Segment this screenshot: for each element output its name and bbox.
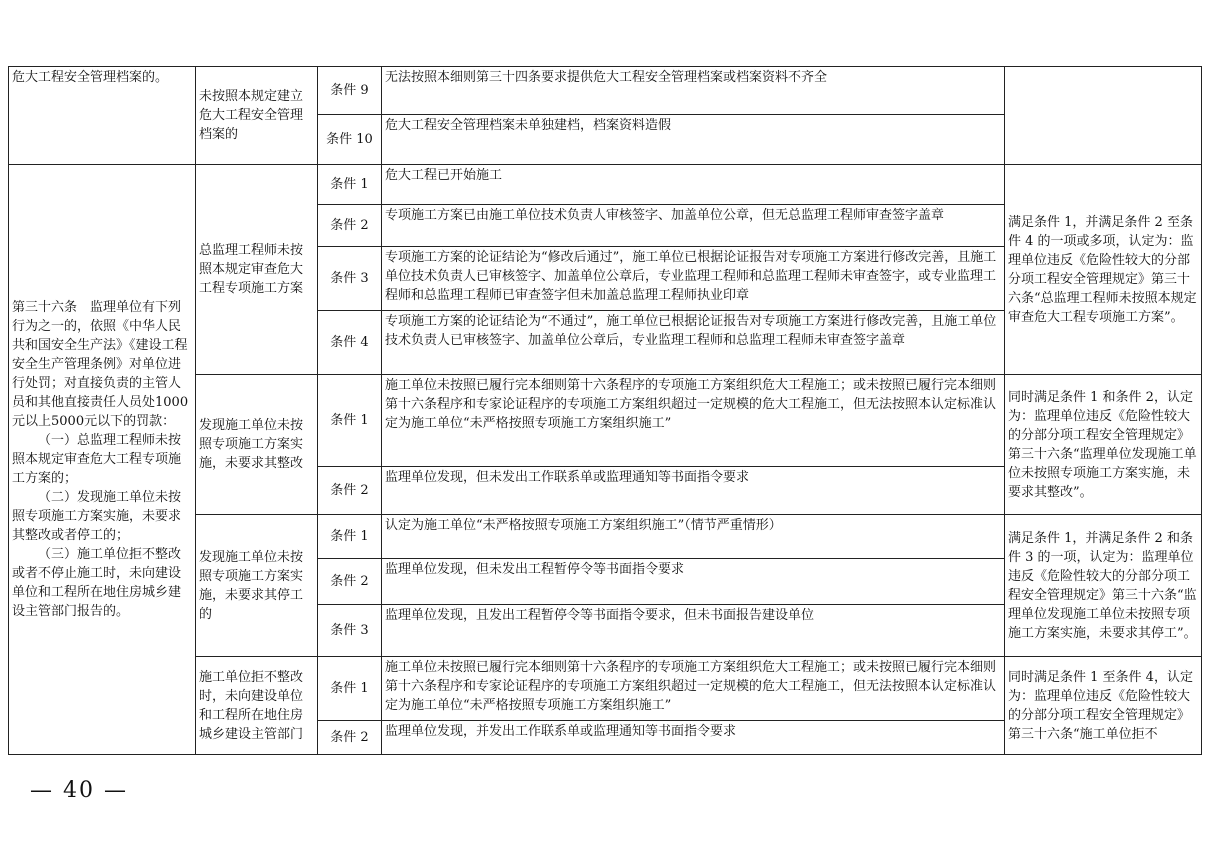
condition-text: 监理单位发现，但未发出工程暂停令等书面指令要求 bbox=[382, 559, 1005, 605]
condition-text: 专项施工方案的论证结论为“修改后通过”，施工单位已根据论证报告对专项施工方案进行修改完善，且施工单位技术负责人已审核签字、加盖单位公章后，专业监理工程师和总监理工程师未审查签字，或专业监理工程师和总监理工程师已审查签字但未加盖总监理工程师执业印章 bbox=[382, 247, 1005, 311]
condition-label: 条件 2 bbox=[318, 559, 382, 605]
condition-text: 专项施工方案已由施工单位技术负责人审核签字、加盖单位公章，但无总监理工程师审查签字盖章 bbox=[382, 205, 1005, 247]
result-cell: 同时满足条件 1 至条件 4，认定为：监理单位违反《危险性较大的分部分项工程安全管理规定》第三十六条“施工单位拒不 bbox=[1005, 657, 1202, 755]
clause-36-item-2: （二）发现施工单位未按照专项施工方案实施，未要求其整改或者停工的； bbox=[12, 490, 182, 543]
result-cell: 同时满足条件 1 和条件 2，认定为：监理单位违反《危险性较大的分部分项工程安全管理规定》第三十六条“监理单位发现施工单位未按照专项施工方案实施，未要求其整改”。 bbox=[1005, 375, 1202, 515]
condition-text: 认定为施工单位“未严格按照专项施工方案组织施工”（情节严重情形） bbox=[382, 515, 1005, 559]
regulation-table bbox=[8, 66, 1202, 755]
clause-text: 危大工程安全管理档案的。 bbox=[12, 70, 169, 85]
condition-text: 专项施工方案的论证结论为“不通过”，施工单位已根据论证报告对专项施工方案进行修改完善，且施工单位技术负责人已审核签字、加盖单位公章后，专业监理工程师和总监理工程师未审查签字盖章 bbox=[382, 311, 1005, 375]
condition-text: 危大工程安全管理档案未单独建档，档案资料造假 bbox=[382, 115, 1005, 165]
condition-label: 条件 2 bbox=[318, 205, 382, 247]
behavior-cell: 发现施工单位未按照专项施工方案实施，未要求其停工的 bbox=[196, 515, 318, 657]
clause-cell-archive bbox=[9, 67, 196, 165]
condition-label: 条件 1 bbox=[318, 657, 382, 721]
condition-label: 条件 2 bbox=[318, 467, 382, 515]
condition-text: 监理单位发现，但未发出工作联系单或监理通知等书面指令要求 bbox=[382, 467, 1005, 515]
behavior-cell: 总监理工程师未按照本规定审查危大工程专项施工方案 bbox=[196, 165, 318, 375]
behavior-cell-archive bbox=[196, 67, 318, 165]
clause-36-item-1: （一）总监理工程师未按照本规定审查危大工程专项施工方案的； bbox=[12, 433, 182, 486]
condition-text: 无法按照本细则第三十四条要求提供危大工程安全管理档案或档案资料不齐全 bbox=[382, 67, 1005, 115]
condition-label: 条件 3 bbox=[318, 605, 382, 657]
condition-label: 条件 10 bbox=[318, 115, 382, 165]
condition-text: 监理单位发现，且发出工程暂停令等书面指令要求，但未书面报告建设单位 bbox=[382, 605, 1005, 657]
condition-text: 施工单位未按照已履行完本细则第十六条程序的专项施工方案组织危大工程施工；或未按照已履行完本细则第十六条程序和专家论证程序的专项施工方案组织超过一定规模的危大工程施工，但无法按照本认定标准认定为施工单位“未严格按照专项施工方案组织施工” bbox=[382, 375, 1005, 467]
condition-text: 监理单位发现，并发出工作联系单或监理通知等书面指令要求 bbox=[382, 721, 1005, 755]
result-cell: 满足条件 1，并满足条件 2 至条件 4 的一项或多项，认定为：监理单位违反《危险性较大的分部分项工程安全管理规定》第三十六条“总监理工程师未按照本规定审查危大工程专项施工方案”。 bbox=[1005, 165, 1202, 375]
behavior-cell: 施工单位拒不整改时，未向建设单位和工程所在地住房城乡建设主管部门 bbox=[196, 657, 318, 755]
condition-text: 施工单位未按照已履行完本细则第十六条程序的专项施工方案组织危大工程施工；或未按照已履行完本细则第十六条程序和专家论证程序的专项施工方案组织超过一定规模的危大工程施工，但无法按照本认定标准认定为施工单位“未严格按照专项施工方案组织施工” bbox=[382, 657, 1005, 721]
condition-label: 条件 2 bbox=[318, 721, 382, 755]
behavior-text: 未按照本规定建立危大工程安全管理档案的 bbox=[199, 89, 304, 142]
clause-36-item-3: （三）施工单位拒不整改或者不停止施工时，未向建设单位和工程所在地住房城乡建设主管部门报告的。 bbox=[12, 547, 182, 619]
condition-label: 条件 4 bbox=[318, 311, 382, 375]
condition-label: 条件 1 bbox=[318, 375, 382, 467]
page-number: — 40 — bbox=[30, 778, 128, 803]
result-cell: 满足条件 1，并满足条件 2 和条件 3 的一项，认定为：监理单位违反《危险性较大的分部分项工程安全管理规定》第三十六条“监理单位发现施工单位未按照专项施工方案实施，未要求其停工”。 bbox=[1005, 515, 1202, 657]
result-cell-archive bbox=[1005, 67, 1202, 165]
condition-label: 条件 9 bbox=[318, 67, 382, 115]
condition-label: 条件 1 bbox=[318, 515, 382, 559]
clause-36-cell bbox=[9, 165, 196, 755]
condition-label: 条件 1 bbox=[318, 165, 382, 205]
behavior-cell: 发现施工单位未按照专项施工方案实施，未要求其整改 bbox=[196, 375, 318, 515]
clause-36-intro: 第三十六条 监理单位有下列行为之一的，依照《中华人民共和国安全生产法》《建设工程安全生产管理条例》对单位进行处罚；对直接负责的主管人员和其他直接责任人员处1000元以上5000元以下的罚款： bbox=[12, 300, 189, 429]
condition-label: 条件 3 bbox=[318, 247, 382, 311]
condition-text: 危大工程已开始施工 bbox=[382, 165, 1005, 205]
